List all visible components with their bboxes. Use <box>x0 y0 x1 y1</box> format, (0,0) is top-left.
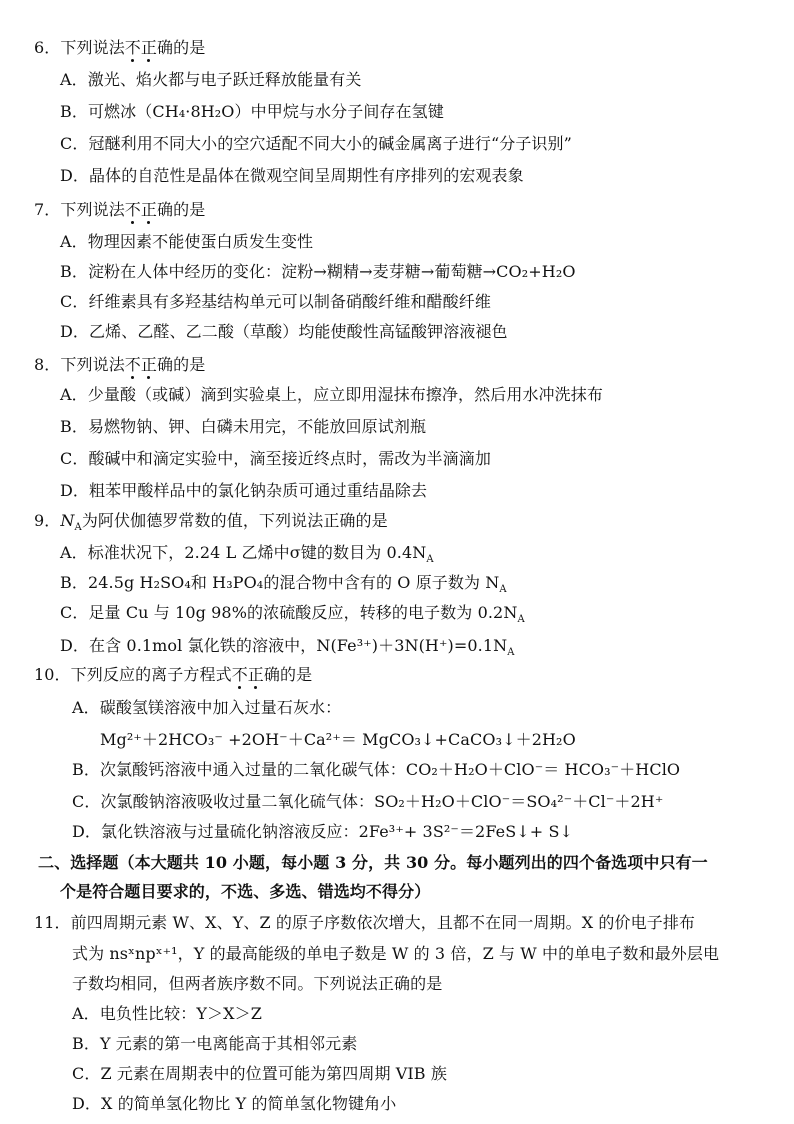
question-10-option-d: D．氯化铁溶液与过量硫化钠溶液反应：2Fe³⁺+ 3S²⁻＝2FeS↓+ S↓ <box>72 822 574 841</box>
question-9-option-c <box>60 603 525 626</box>
section-2-heading-line2: 个是符合题目要求的，不选、多选、错选均不得分） <box>60 882 431 901</box>
question-number: 10． <box>34 665 71 684</box>
question-6-option-c: C．冠醚利用不同大小的空穴适配不同大小的碱金属离子进行“分子识别” <box>60 134 572 153</box>
question-number: 7． <box>34 200 61 219</box>
option-text: D．在含 0.1mol 氯化铁的溶液中，N(Fe³⁺)＋3N(H⁺)=0.1N <box>60 636 508 655</box>
question-stem-text: 下列反应的离子方程式 <box>70 665 232 684</box>
question-10-option-c: C．次氯酸钠溶液吸收过量二氧化硫气体：SO₂＋H₂O＋ClO⁻＝SO₄²⁻＋Cl⁻＋2H⁺ <box>72 792 664 811</box>
question-stem-text: 确的是 <box>157 355 206 374</box>
emphasis-char: 正 <box>140 38 158 57</box>
question-9-option-d <box>60 636 515 659</box>
question-stem-text: 确的是 <box>157 200 206 219</box>
question-6-stem <box>34 38 205 58</box>
question-8-option-b: B．易燃物钠、钾、白磷未用完，不能放回原试剂瓶 <box>60 417 427 436</box>
question-8-option-a: A．少量酸（或碱）滴到实验桌上，应立即用湿抹布擦净，然后用水冲洗抹布 <box>60 385 603 404</box>
question-7-option-a: A．物理因素不能使蛋白质发生变性 <box>60 232 314 251</box>
question-stem-text: 下列说法 <box>60 200 125 219</box>
question-6-option-a: A．激光、焰火都与电子跃迁释放能量有关 <box>60 70 362 89</box>
question-10-option-a-equation: Mg²⁺＋2HCO₃⁻ +2OH⁻＋Ca²⁺＝ MgCO₃↓+CaCO₃↓＋2H₂O <box>100 730 576 749</box>
emphasis-char: 正 <box>247 665 264 684</box>
question-stem-text: 确的是 <box>157 38 206 57</box>
question-7-option-d: D．乙烯、乙醛、乙二酸（草酸）均能使酸性高锰酸钾溶液褪色 <box>60 322 508 341</box>
question-6-option-b: B．可燃冰（CH₄·8H₂O）中甲烷与水分子间存在氢键 <box>60 102 444 121</box>
avogadro-subscript: A <box>507 647 515 659</box>
question-stem-text: 下列说法 <box>60 38 125 57</box>
emphasis-char: 不 <box>124 200 141 219</box>
question-8-option-d: D．粗苯甲酸样品中的氯化钠杂质可通过重结晶除去 <box>60 481 428 500</box>
question-10-option-a: A．碳酸氢镁溶液中加入过量石灰水： <box>72 698 342 717</box>
question-number: 11． <box>34 913 71 932</box>
question-9-option-a <box>60 543 434 566</box>
emphasis-char: 不 <box>124 355 141 374</box>
question-stem-text: 为阿伏伽德罗常数的值，下列说法正确的是 <box>81 511 388 530</box>
question-11-option-b: B．Y 元素的第一电离能高于其相邻元素 <box>72 1034 358 1053</box>
section-2-heading-line1: 二、选择题（本大题共 10 小题，每小题 3 分，共 30 分。每小题列出的四个备选项中只有一 <box>38 853 708 872</box>
question-11-option-c: C．Z 元素在周期表中的位置可能为第四周期 VIB 族 <box>72 1064 447 1083</box>
avogadro-subscript: A <box>517 614 525 626</box>
question-10-stem <box>34 665 312 685</box>
avogadro-symbol: N <box>60 511 75 530</box>
question-11-stem-line3: 子数均相同，但两者族序数不同。下列说法正确的是 <box>72 974 443 993</box>
question-stem-text: 下列说法 <box>60 355 125 374</box>
question-7-option-b: B．淀粉在人体中经历的变化：淀粉→糊精→麦芽糖→葡萄糖→CO₂+H₂O <box>60 262 576 281</box>
emphasis-char: 正 <box>140 200 158 219</box>
emphasis-char: 不 <box>124 38 141 57</box>
question-6-option-d: D．晶体的自范性是晶体在微观空间呈周期性有序排列的宏观表象 <box>60 166 524 185</box>
question-8-option-c: C．酸碱中和滴定实验中，滴至接近终点时，需改为半滴滴加 <box>60 449 491 468</box>
question-8-stem <box>34 355 205 375</box>
question-11-option-d: D．X 的简单氢化物比 Y 的简单氢化物键角小 <box>72 1094 397 1113</box>
question-7-option-c: C．纤维素具有多羟基结构单元可以制备硝酸纤维和醋酸纤维 <box>60 292 491 311</box>
question-10-option-b: B．次氯酸钙溶液中通入过量的二氧化碳气体：CO₂＋H₂O＋ClO⁻＝ HCO₃⁻＋HClO <box>72 760 681 779</box>
option-text: A．标准状况下，2.24 L 乙烯中σ键的数目为 0.4N <box>60 543 427 562</box>
avogadro-subscript: A <box>499 584 507 596</box>
question-11-stem-line2: 式为 nsˣnpˣ⁺¹，Y 的最高能级的单电子数是 W 的 3 倍，Z 与 W 中的单电子数和最外层电 <box>72 944 720 963</box>
avogadro-subscript: A <box>426 554 434 566</box>
question-7-stem <box>34 200 205 220</box>
emphasis-char: 正 <box>140 355 158 374</box>
question-stem-text: 前四周期元素 W、X、Y、Z 的原子序数依次增大，且都不在同一周期。X 的价电子排布 <box>70 913 696 932</box>
question-number: 8． <box>34 355 61 374</box>
question-stem-text: 确的是 <box>263 665 313 684</box>
question-9-option-b <box>60 573 507 596</box>
question-11-option-a: A．电负性比较：Y＞X＞Z <box>72 1004 262 1023</box>
option-text: C．足量 Cu 与 10g 98%的浓硫酸反应，转移的电子数为 0.2N <box>60 603 518 622</box>
emphasis-char: 不 <box>231 665 248 684</box>
question-11-stem-line1 <box>34 913 695 933</box>
question-number: 6． <box>34 38 61 57</box>
option-text: B．24.5g H₂SO₄和 H₃PO₄的混合物中含有的 O 原子数为 N <box>60 573 500 592</box>
question-9-stem <box>34 511 388 534</box>
question-number: 9． <box>34 511 61 530</box>
avogadro-subscript: A <box>74 522 82 534</box>
